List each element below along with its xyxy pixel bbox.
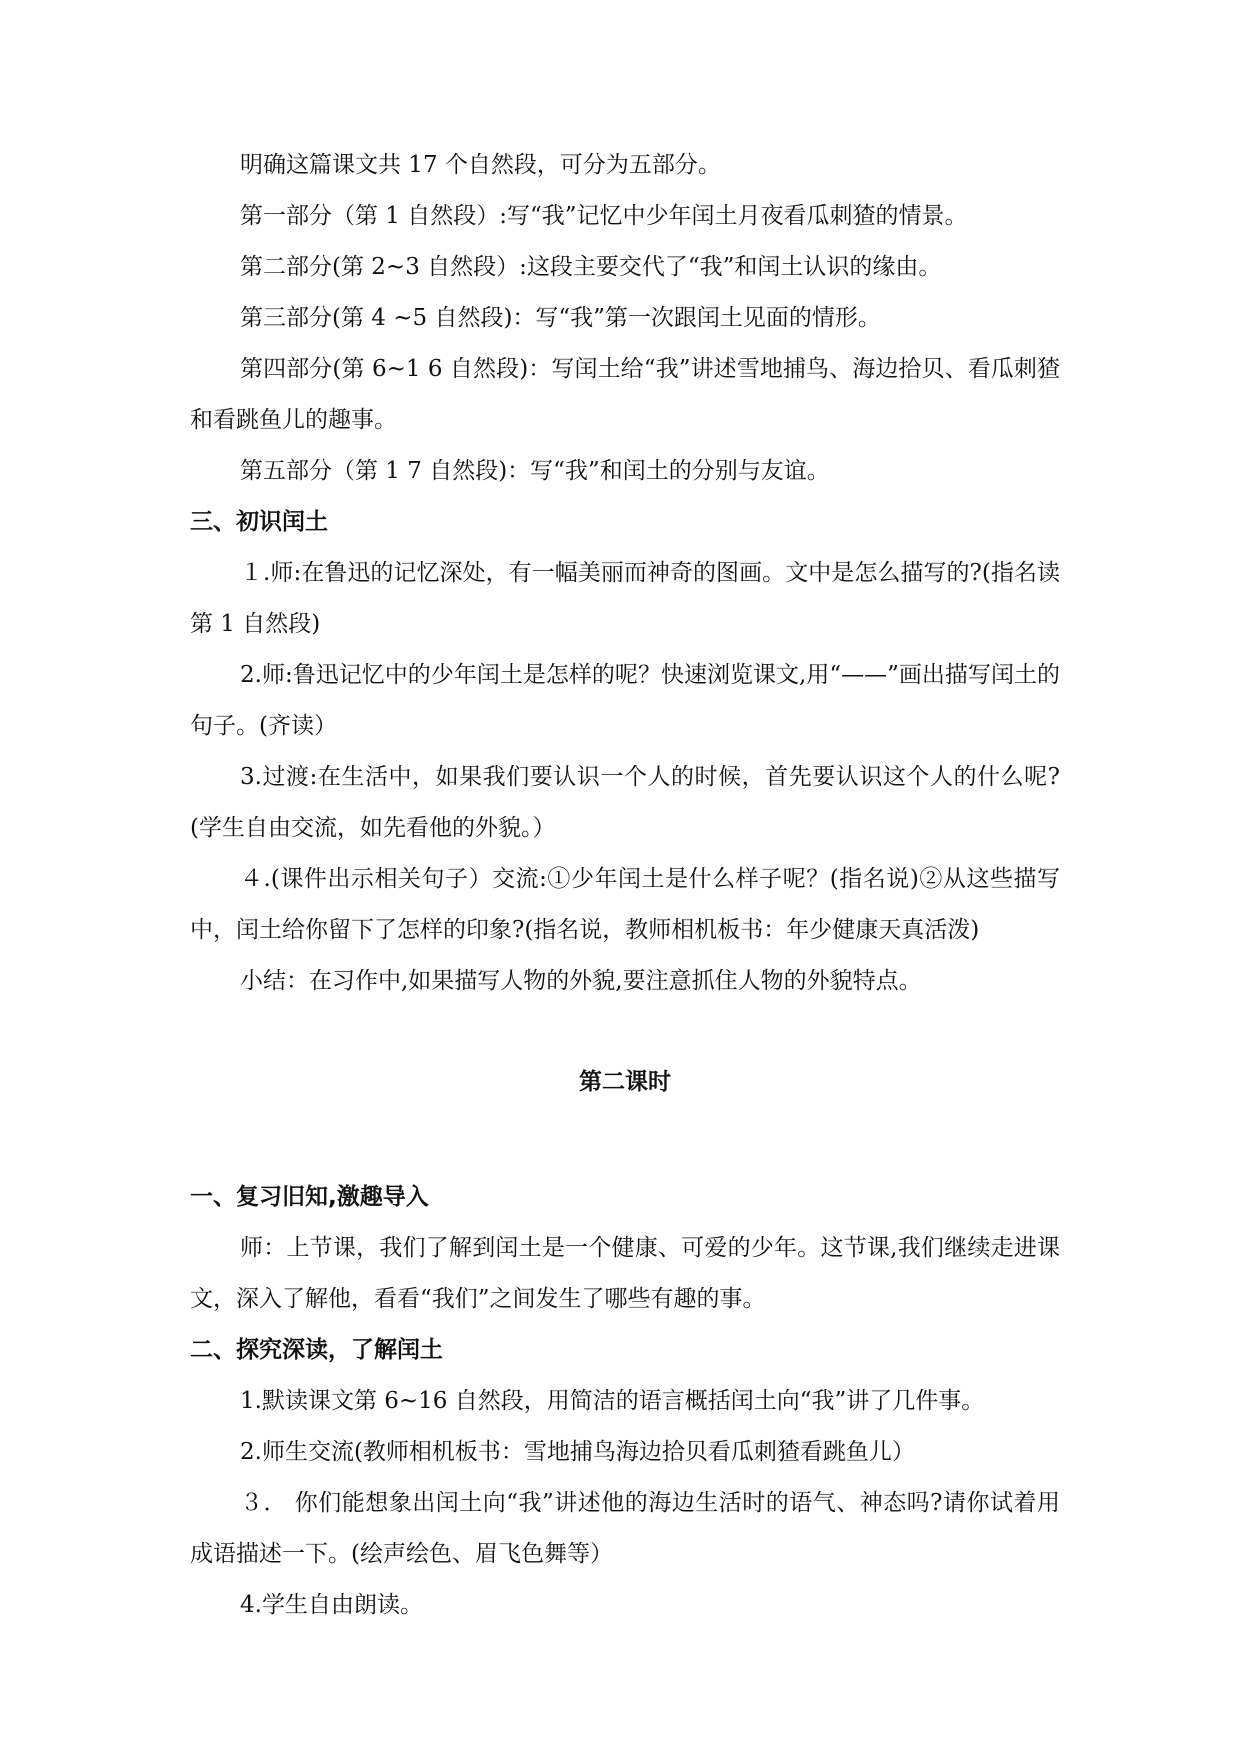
spacer (190, 1007, 1060, 1057)
paragraph-part-five: 第五部分（第 1 7 自然段)：写“我”和闰土的分别与友谊。 (240, 458, 830, 484)
spacer (190, 1108, 1060, 1172)
heading-review: 一、复习旧知,激趣导入 (190, 1184, 429, 1210)
paragraph-item-1: １.师:在鲁迅的记忆深处，有一幅美丽而神奇的图画。文中是怎么描写的?(指名读第 1 自然段) (190, 560, 1060, 637)
paragraph-conclusion: 小结：在习作中,如果描写人物的外貌,要注意抓住人物的外貌特点。 (240, 968, 922, 994)
paragraph-step-4: 4.学生自由朗读。 (240, 1592, 423, 1618)
paragraph-step-3: ３． 你们能想象出闰土向“我”讲述他的海边生活时的语气、神态吗?请你试着用成语描述一下。(绘声绘色、眉飞色舞等） (190, 1490, 1060, 1567)
heading-explore: 二、探究深读，了解闰土 (190, 1337, 443, 1363)
paragraph-summary: 明确这篇课文共 17 个自然段，可分为五部分。 (240, 152, 721, 178)
paragraph-part-three: 第三部分(第 4 ~5 自然段)：写“我”第一次跟闰土见面的情形。 (240, 305, 881, 331)
paragraph-part-one: 第一部分（第 1 自然段）:写“我”记忆中少年闰土月夜看瓜刺猹的情景。 (240, 203, 968, 229)
paragraph-step-2: 2.师生交流(教师相机板书：雪地捕鸟海边拾贝看瓜刺猹看跳鱼儿） (240, 1439, 915, 1465)
paragraph-item-4: ４.(课件出示相关句子）交流:①少年闰土是什么样子呢？(指名说)②从这些描写中，闰土给你留下了怎样的印象?(指名说，教师相机板书：年少健康天真活泼) (190, 866, 1060, 943)
heading-first-acquaintance: 三、初识闰土 (190, 509, 328, 535)
paragraph-step-1: 1.默读课文第 6~16 自然段，用简洁的语言概括闰土向“我”讲了几件事。 (240, 1388, 985, 1414)
document-page (190, 140, 1060, 1631)
paragraph-item-2: 2.师:鲁迅记忆中的少年闰土是怎样的呢？快速浏览课文,用“——”画出描写闰土的句子。(齐读） (190, 662, 1060, 739)
paragraph-teacher-intro: 师：上节课，我们了解到闰土是一个健康、可爱的少年。这节课,我们继续走进课文，深入了解他，看看“我们”之间发生了哪些有趣的事。 (190, 1235, 1060, 1312)
paragraph-part-four: 第四部分(第 6~1 6 自然段)：写闰土给“我”讲述雪地捕鸟、海边拾贝、看瓜刺猹和看跳鱼儿的趣事。 (190, 356, 1060, 433)
lesson-title: 第二课时 (579, 1069, 671, 1095)
paragraph-item-3: 3.过渡:在生活中，如果我们要认识一个人的时候，首先要认识这个人的什么呢?(学生自由交流，如先看他的外貌。） (190, 764, 1060, 841)
paragraph-part-two: 第二部分(第 2~3 自然段）:这段主要交代了“我”和闰土认识的缘由。 (240, 254, 942, 280)
